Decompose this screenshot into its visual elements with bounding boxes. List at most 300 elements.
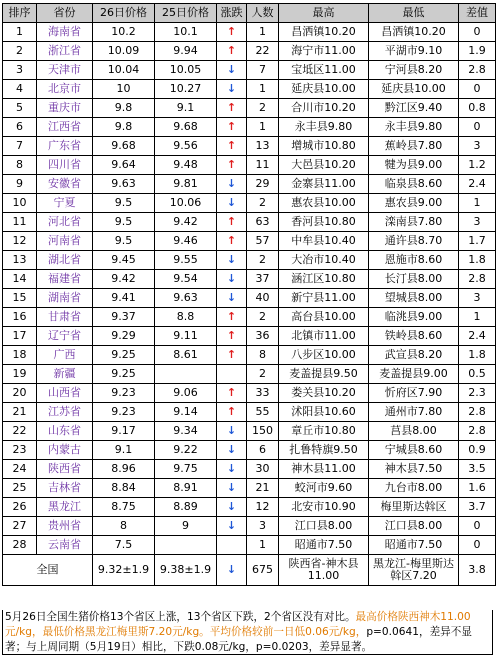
- cell-high: 延庆县10.00: [279, 80, 369, 99]
- note-highlight: 最高价格陕西神木11.00元/kg，最低价格黑龙江梅里斯7.20元/kg。平均价格较前一日低0.06元/kg，: [5, 611, 471, 638]
- table-row: [3, 42, 496, 61]
- header-count: 人数: [247, 4, 279, 23]
- cell-diff: 1.9: [459, 42, 496, 61]
- cell-count: 2: [247, 194, 279, 213]
- cell-province: 新疆: [37, 365, 93, 384]
- cell-rank: 11: [3, 213, 37, 232]
- cell-low: 宁城县8.60: [369, 441, 459, 460]
- cell-count: 36: [247, 327, 279, 346]
- cell-diff: 1: [459, 308, 496, 327]
- arrow-down-icon: ↓: [217, 175, 247, 194]
- cell-price-25: 9.55: [155, 251, 217, 270]
- cell-province: 北京市: [37, 80, 93, 99]
- cell-province: 河南省: [37, 232, 93, 251]
- cell-rank: 23: [3, 441, 37, 460]
- cell-high: 北安市10.90: [279, 498, 369, 517]
- cell-low: 通许县8.70: [369, 232, 459, 251]
- cell-price-25: 10.06: [155, 194, 217, 213]
- cell-high: 江口县8.00: [279, 517, 369, 536]
- cell-high: 蛟河市9.60: [279, 479, 369, 498]
- cell-price-26: 9.29: [93, 327, 155, 346]
- cell-price-26: 9.64: [93, 156, 155, 175]
- arrow-down-icon: ↓: [217, 498, 247, 517]
- cell-low: 临洮县9.00: [369, 308, 459, 327]
- arrow-up-icon: ↑: [217, 232, 247, 251]
- total-trend-down-icon: ↓: [217, 555, 247, 586]
- total-label: 全国: [3, 555, 93, 586]
- cell-count: 2: [247, 251, 279, 270]
- arrow-up-icon: ↑: [217, 308, 247, 327]
- cell-diff: 3.7: [459, 498, 496, 517]
- cell-rank: 10: [3, 194, 37, 213]
- cell-count: 1: [247, 80, 279, 99]
- cell-low: 武宣县8.20: [369, 346, 459, 365]
- cell-province: 四川省: [37, 156, 93, 175]
- total-low: 黑龙江-梅里斯达斡区7.20: [369, 555, 459, 586]
- note-text-2: p=0.0641，差异不显著；与上周同期（5月19日）相比，下跌0.08元/kg，p=0.0203，差异显著。: [5, 626, 472, 653]
- cell-price-25: 9.46: [155, 232, 217, 251]
- header-price-25: 25日价格: [155, 4, 217, 23]
- cell-province: 海南省: [37, 23, 93, 42]
- table-row: [3, 80, 496, 99]
- cell-province: 安徽省: [37, 175, 93, 194]
- cell-price-26: 9.8: [93, 118, 155, 137]
- summary-note: [2, 610, 493, 655]
- total-diff: 3.8: [459, 555, 496, 586]
- cell-province: 浙江省: [37, 42, 93, 61]
- table-row: [3, 251, 496, 270]
- table-row: [3, 156, 496, 175]
- cell-price-26: 9.25: [93, 346, 155, 365]
- cell-rank: 24: [3, 460, 37, 479]
- arrow-up-icon: ↑: [217, 156, 247, 175]
- cell-price-26: 8: [93, 517, 155, 536]
- cell-diff: 2.8: [459, 61, 496, 80]
- cell-count: 37: [247, 270, 279, 289]
- cell-province: 福建省: [37, 270, 93, 289]
- cell-rank: 28: [3, 536, 37, 555]
- cell-price-25: 9.48: [155, 156, 217, 175]
- arrow-up-icon: ↑: [217, 99, 247, 118]
- cell-rank: 19: [3, 365, 37, 384]
- cell-rank: 9: [3, 175, 37, 194]
- cell-count: 1: [247, 23, 279, 42]
- cell-price-26: 8.75: [93, 498, 155, 517]
- cell-low: 惠农县9.00: [369, 194, 459, 213]
- arrow-down-icon: ↓: [217, 194, 247, 213]
- cell-price-25: 8.8: [155, 308, 217, 327]
- cell-diff: 0.5: [459, 365, 496, 384]
- table-row: [3, 498, 496, 517]
- cell-diff: 0.8: [459, 99, 496, 118]
- cell-price-26: 9.8: [93, 99, 155, 118]
- cell-price-26: 9.23: [93, 403, 155, 422]
- cell-high: 涵江区10.80: [279, 270, 369, 289]
- cell-province: 山东省: [37, 422, 93, 441]
- cell-low: 九台市8.00: [369, 479, 459, 498]
- cell-count: 63: [247, 213, 279, 232]
- arrow-down-icon: ↓: [217, 251, 247, 270]
- cell-price-25: 9: [155, 517, 217, 536]
- cell-diff: 2.4: [459, 327, 496, 346]
- cell-high: 大冶市10.40: [279, 251, 369, 270]
- cell-count: 1: [247, 118, 279, 137]
- cell-high: 八步区10.00: [279, 346, 369, 365]
- cell-high: 海宁市11.00: [279, 42, 369, 61]
- arrow-down-icon: ↓: [217, 441, 247, 460]
- cell-province: 江苏省: [37, 403, 93, 422]
- cell-rank: 15: [3, 289, 37, 308]
- cell-diff: 1: [459, 194, 496, 213]
- cell-price-25: 8.89: [155, 498, 217, 517]
- cell-province: 山西省: [37, 384, 93, 403]
- cell-price-26: 9.1: [93, 441, 155, 460]
- arrow-up-icon: ↑: [217, 346, 247, 365]
- header-rank: 排序: [3, 4, 37, 23]
- table-row: [3, 384, 496, 403]
- table-row: [3, 327, 496, 346]
- cell-low: 忻府区7.90: [369, 384, 459, 403]
- cell-diff: 0: [459, 536, 496, 555]
- header-low: 最低: [369, 4, 459, 23]
- cell-price-26: 8.84: [93, 479, 155, 498]
- arrow-down-icon: ↓: [217, 289, 247, 308]
- table-row: [3, 479, 496, 498]
- cell-count: 150: [247, 422, 279, 441]
- cell-price-25: 9.63: [155, 289, 217, 308]
- cell-rank: 13: [3, 251, 37, 270]
- cell-low: 江口县8.00: [369, 517, 459, 536]
- table-row: [3, 270, 496, 289]
- cell-province: 吉林省: [37, 479, 93, 498]
- cell-price-26: 7.5: [93, 536, 155, 555]
- arrow-down-icon: ↓: [217, 479, 247, 498]
- cell-price-25: 9.06: [155, 384, 217, 403]
- cell-price-25: 9.1: [155, 99, 217, 118]
- price-table: [2, 3, 496, 586]
- cell-count: 11: [247, 156, 279, 175]
- cell-price-26: 10.2: [93, 23, 155, 42]
- cell-low: 麦盖提县9.00: [369, 365, 459, 384]
- cell-price-25: [155, 365, 217, 384]
- total-high: 陕西省-神木县11.00: [279, 555, 369, 586]
- header-high: 最高: [279, 4, 369, 23]
- cell-diff: 3: [459, 289, 496, 308]
- cell-price-26: 8.96: [93, 460, 155, 479]
- cell-diff: 2.8: [459, 270, 496, 289]
- cell-low: 犍为县9.00: [369, 156, 459, 175]
- cell-province: 贵州省: [37, 517, 93, 536]
- cell-price-25: 9.81: [155, 175, 217, 194]
- cell-price-25: 9.54: [155, 270, 217, 289]
- cell-low: 恩施市8.60: [369, 251, 459, 270]
- arrow-down-icon: ↓: [217, 460, 247, 479]
- table-row: [3, 365, 496, 384]
- cell-low: 蕉岭县7.80: [369, 137, 459, 156]
- cell-high: 昭通市7.50: [279, 536, 369, 555]
- cell-high: 昌洒镇10.20: [279, 23, 369, 42]
- table-row: [3, 289, 496, 308]
- cell-price-26: 10: [93, 80, 155, 99]
- cell-province: 甘肃省: [37, 308, 93, 327]
- cell-price-25: 9.22: [155, 441, 217, 460]
- cell-high: 增城市10.80: [279, 137, 369, 156]
- cell-price-26: 9.5: [93, 232, 155, 251]
- arrow-up-icon: ↑: [217, 118, 247, 137]
- cell-rank: 27: [3, 517, 37, 536]
- cell-count: 21: [247, 479, 279, 498]
- cell-count: 2: [247, 365, 279, 384]
- cell-count: 55: [247, 403, 279, 422]
- cell-low: 昭通市7.50: [369, 536, 459, 555]
- cell-low: 昌洒镇10.20: [369, 23, 459, 42]
- cell-high: 大邑县10.20: [279, 156, 369, 175]
- cell-high: 中牟县10.40: [279, 232, 369, 251]
- cell-price-25: [155, 536, 217, 555]
- cell-count: 7: [247, 61, 279, 80]
- cell-province: 内蒙古: [37, 441, 93, 460]
- cell-high: 合川市10.20: [279, 99, 369, 118]
- table-body: [3, 23, 496, 555]
- cell-price-25: 9.11: [155, 327, 217, 346]
- cell-province: 广东省: [37, 137, 93, 156]
- total-price-25: 9.38±1.9: [155, 555, 217, 586]
- cell-province: 广西: [37, 346, 93, 365]
- cell-province: 宁夏: [37, 194, 93, 213]
- cell-count: 22: [247, 42, 279, 61]
- cell-price-25: 9.75: [155, 460, 217, 479]
- cell-rank: 8: [3, 156, 37, 175]
- cell-count: 12: [247, 498, 279, 517]
- cell-price-26: 9.5: [93, 213, 155, 232]
- cell-price-25: 10.27: [155, 80, 217, 99]
- table-row: [3, 460, 496, 479]
- cell-rank: 6: [3, 118, 37, 137]
- cell-high: 沭阳县10.60: [279, 403, 369, 422]
- cell-province: 河北省: [37, 213, 93, 232]
- table-row: [3, 118, 496, 137]
- cell-price-26: 9.37: [93, 308, 155, 327]
- header-trend: 涨跌: [217, 4, 247, 23]
- table-row: [3, 517, 496, 536]
- cell-price-26: 9.17: [93, 422, 155, 441]
- cell-low: 神木县7.50: [369, 460, 459, 479]
- cell-diff: 1.7: [459, 232, 496, 251]
- cell-count: 8: [247, 346, 279, 365]
- cell-low: 平湖市9.10: [369, 42, 459, 61]
- cell-rank: 2: [3, 42, 37, 61]
- cell-diff: 1.8: [459, 251, 496, 270]
- header-province: 省份: [37, 4, 93, 23]
- cell-province: 湖北省: [37, 251, 93, 270]
- cell-rank: 25: [3, 479, 37, 498]
- cell-count: 30: [247, 460, 279, 479]
- table-row: [3, 346, 496, 365]
- cell-count: 29: [247, 175, 279, 194]
- table-row: [3, 194, 496, 213]
- cell-rank: 17: [3, 327, 37, 346]
- cell-diff: 3: [459, 137, 496, 156]
- cell-low: 望城县8.00: [369, 289, 459, 308]
- table-row: [3, 422, 496, 441]
- cell-diff: 0.9: [459, 441, 496, 460]
- cell-high: 宝坻区11.00: [279, 61, 369, 80]
- cell-low: 黔江区9.40: [369, 99, 459, 118]
- cell-diff: 1.6: [459, 479, 496, 498]
- cell-rank: 14: [3, 270, 37, 289]
- cell-rank: 4: [3, 80, 37, 99]
- cell-rank: 1: [3, 23, 37, 42]
- cell-high: 永丰县9.80: [279, 118, 369, 137]
- trend-cell: [217, 536, 247, 555]
- cell-price-26: 10.04: [93, 61, 155, 80]
- cell-price-26: 9.5: [93, 194, 155, 213]
- header-diff: 差值: [459, 4, 496, 23]
- cell-high: 扎鲁特旗9.50: [279, 441, 369, 460]
- table-row: [3, 403, 496, 422]
- cell-count: 2: [247, 99, 279, 118]
- cell-rank: 12: [3, 232, 37, 251]
- cell-diff: 2.8: [459, 403, 496, 422]
- cell-diff: 2.3: [459, 384, 496, 403]
- cell-diff: 2.4: [459, 175, 496, 194]
- cell-diff: 1.2: [459, 156, 496, 175]
- table-row: [3, 175, 496, 194]
- cell-rank: 21: [3, 403, 37, 422]
- cell-rank: 3: [3, 61, 37, 80]
- cell-rank: 22: [3, 422, 37, 441]
- cell-low: 宁河县8.20: [369, 61, 459, 80]
- cell-count: 6: [247, 441, 279, 460]
- cell-high: 新宁县11.00: [279, 289, 369, 308]
- cell-price-25: 10.1: [155, 23, 217, 42]
- cell-diff: 0: [459, 517, 496, 536]
- cell-count: 2: [247, 308, 279, 327]
- arrow-down-icon: ↓: [217, 270, 247, 289]
- cell-price-25: 9.68: [155, 118, 217, 137]
- cell-high: 惠农县10.00: [279, 194, 369, 213]
- cell-count: 13: [247, 137, 279, 156]
- cell-diff: 2.8: [459, 422, 496, 441]
- total-count: 675: [247, 555, 279, 586]
- cell-price-26: 9.63: [93, 175, 155, 194]
- arrow-up-icon: ↑: [217, 137, 247, 156]
- arrow-down-icon: ↓: [217, 61, 247, 80]
- arrow-down-icon: ↓: [217, 422, 247, 441]
- cell-low: 滦南县7.80: [369, 213, 459, 232]
- total-row: [3, 555, 496, 586]
- cell-diff: 0: [459, 118, 496, 137]
- cell-low: 长汀县8.00: [369, 270, 459, 289]
- cell-high: 娄关县10.20: [279, 384, 369, 403]
- table-row: [3, 213, 496, 232]
- cell-rank: 16: [3, 308, 37, 327]
- cell-price-26: 9.42: [93, 270, 155, 289]
- total-price-26: 9.32±1.9: [93, 555, 155, 586]
- cell-high: 麦盖提县9.50: [279, 365, 369, 384]
- header-price-26: 26日价格: [93, 4, 155, 23]
- cell-count: 33: [247, 384, 279, 403]
- table-row: [3, 137, 496, 156]
- cell-low: 永丰县9.80: [369, 118, 459, 137]
- cell-low: 梅里斯达斡区: [369, 498, 459, 517]
- cell-province: 天津市: [37, 61, 93, 80]
- cell-price-25: 9.34: [155, 422, 217, 441]
- cell-price-25: 9.42: [155, 213, 217, 232]
- arrow-up-icon: ↑: [217, 384, 247, 403]
- cell-low: 临泉县8.60: [369, 175, 459, 194]
- table-row: [3, 23, 496, 42]
- cell-rank: 18: [3, 346, 37, 365]
- cell-price-26: 9.25: [93, 365, 155, 384]
- header-row: [3, 4, 496, 23]
- table-row: [3, 536, 496, 555]
- table-row: [3, 441, 496, 460]
- cell-rank: 7: [3, 137, 37, 156]
- arrow-up-icon: ↑: [217, 403, 247, 422]
- arrow-down-icon: ↓: [217, 80, 247, 99]
- cell-diff: 0: [459, 23, 496, 42]
- cell-diff: 3.5: [459, 460, 496, 479]
- cell-high: 高台县10.00: [279, 308, 369, 327]
- cell-price-26: 9.68: [93, 137, 155, 156]
- cell-low: 铁岭县8.60: [369, 327, 459, 346]
- cell-diff: 0: [459, 80, 496, 99]
- cell-count: 3: [247, 517, 279, 536]
- cell-price-26: 9.41: [93, 289, 155, 308]
- note-text: 5月26日全国生猪价格13个省区上涨，13个省区下跌，2个省区没有对比。: [5, 611, 356, 623]
- cell-rank: 5: [3, 99, 37, 118]
- arrow-up-icon: ↑: [217, 213, 247, 232]
- cell-high: 章丘市10.80: [279, 422, 369, 441]
- table-row: [3, 232, 496, 251]
- cell-high: 香河县10.80: [279, 213, 369, 232]
- cell-diff: 1.8: [459, 346, 496, 365]
- cell-price-25: 8.61: [155, 346, 217, 365]
- table-row: [3, 61, 496, 80]
- cell-province: 辽宁省: [37, 327, 93, 346]
- cell-low: 通州市7.80: [369, 403, 459, 422]
- cell-province: 黑龙江: [37, 498, 93, 517]
- cell-price-26: 9.45: [93, 251, 155, 270]
- cell-price-25: 10.05: [155, 61, 217, 80]
- cell-count: 57: [247, 232, 279, 251]
- cell-diff: 3: [459, 213, 496, 232]
- cell-high: 北镇市11.00: [279, 327, 369, 346]
- cell-province: 云南省: [37, 536, 93, 555]
- cell-province: 重庆市: [37, 99, 93, 118]
- cell-price-25: 9.56: [155, 137, 217, 156]
- cell-low: 莒县8.00: [369, 422, 459, 441]
- cell-count: 1: [247, 536, 279, 555]
- arrow-up-icon: ↑: [217, 42, 247, 61]
- cell-count: 40: [247, 289, 279, 308]
- cell-price-25: 9.94: [155, 42, 217, 61]
- arrow-up-icon: ↑: [217, 327, 247, 346]
- arrow-up-icon: ↑: [217, 23, 247, 42]
- cell-low: 延庆县10.00: [369, 80, 459, 99]
- cell-rank: 20: [3, 384, 37, 403]
- cell-price-26: 10.09: [93, 42, 155, 61]
- cell-price-25: 8.91: [155, 479, 217, 498]
- trend-cell: [217, 365, 247, 384]
- cell-province: 湖南省: [37, 289, 93, 308]
- table-row: [3, 308, 496, 327]
- cell-price-26: 9.23: [93, 384, 155, 403]
- arrow-down-icon: ↓: [217, 517, 247, 536]
- cell-price-25: 9.14: [155, 403, 217, 422]
- table-row: [3, 99, 496, 118]
